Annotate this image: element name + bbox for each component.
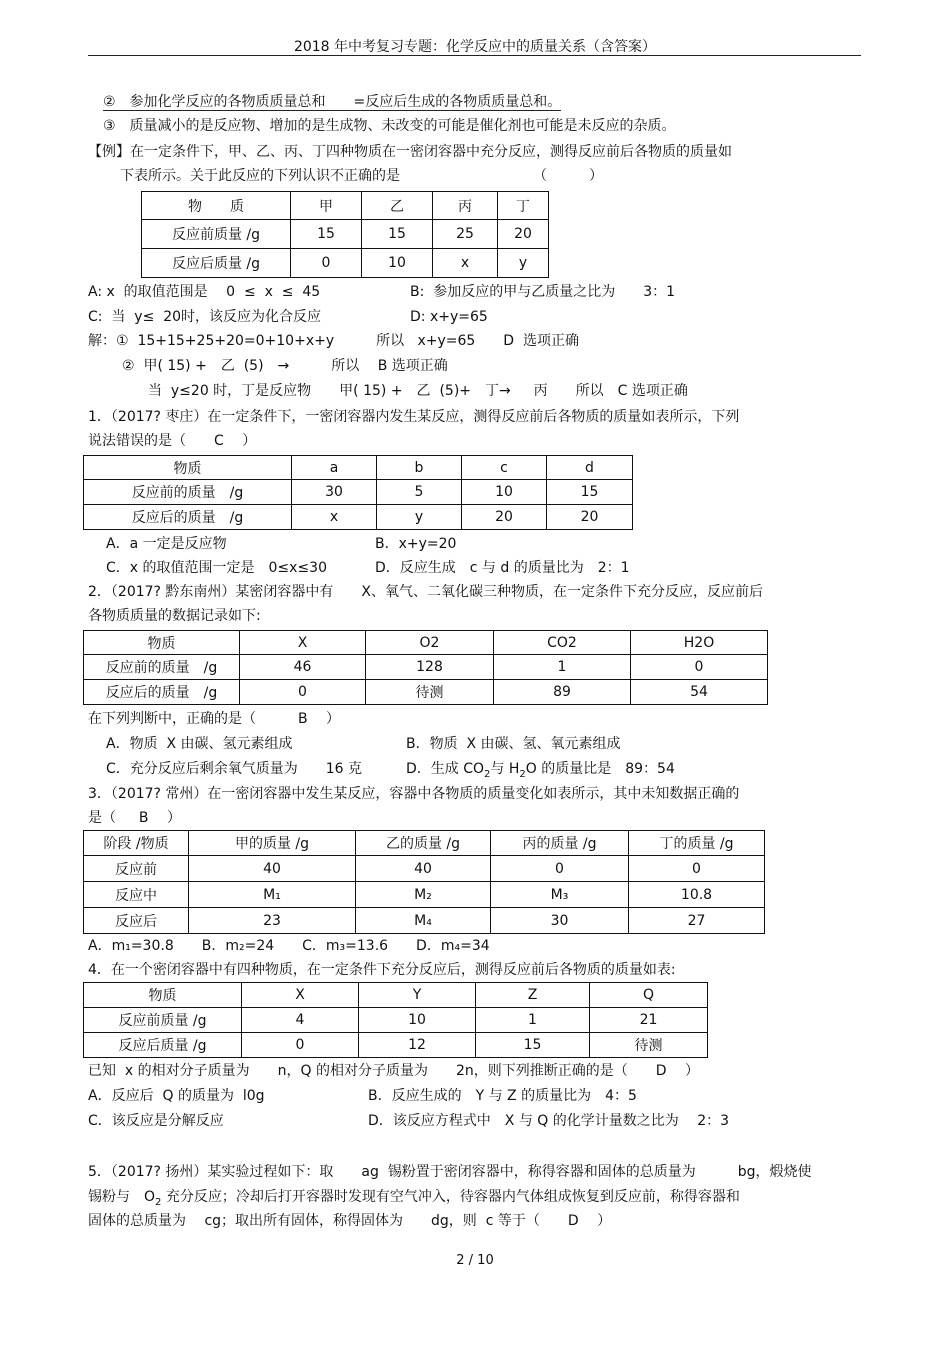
cell: 乙	[362, 192, 433, 220]
cell: d	[547, 456, 633, 480]
cell: 丁	[498, 192, 549, 220]
cell: 待测	[590, 1033, 708, 1058]
cell: 15	[291, 220, 362, 249]
q4-table	[83, 982, 708, 1058]
cell: 反应前质量 /g	[142, 220, 291, 249]
cell: 反应后质量 /g	[142, 249, 291, 278]
cell: Q	[590, 983, 708, 1008]
q5-line-2: 锡粉与 $O_2$ 充分反应；冷却后打开容器时发现有空气冲入，待容器内气体组成恢复到反应前，称得容器和	[88, 1189, 740, 1208]
q1-stem-2: 说法错误的是（ C ）	[88, 433, 257, 449]
q1-option-b: B．x+y=20	[375, 536, 457, 552]
q5-line-3: 固体的总质量为 cg；取出所有固体，称得固体为 dg，则 c 等于（ D ）	[88, 1213, 612, 1229]
q2-option-c: C．充分反应后剩余氧气质量为 16 克	[106, 761, 363, 777]
cell: 反应前的质量 /g	[84, 655, 240, 680]
cell: x	[433, 249, 498, 278]
cell: 40	[189, 856, 356, 882]
cell: 10	[462, 480, 547, 505]
cell: 10	[359, 1008, 476, 1033]
cell: 反应后的质量 /g	[84, 680, 240, 705]
q3-stem-1: 3．（2017? 常州）在一密闭容器中发生某反应，容器中各物质的质量变化如表所示，其中未知数据正确的	[88, 786, 740, 802]
intro-point-3: ③ 质量减小的是反应物、增加的是生成物、未改变的可能是催化剂也可能是未反应的杂质。	[103, 118, 676, 134]
cell: 甲的质量 /g	[189, 831, 356, 856]
q1-option-a: A．a 一定是反应物	[106, 536, 227, 552]
cell: 反应前质量 /g	[84, 1008, 242, 1033]
example-option-d: D: x+y=65	[410, 309, 488, 325]
cell: 0	[491, 856, 629, 882]
cell: 物质	[84, 983, 242, 1008]
page-number: 2 / 10	[456, 1253, 494, 1268]
cell: 物质	[84, 631, 240, 655]
q4-option-c: C．该反应是分解反应	[88, 1113, 224, 1129]
cell: H2O	[631, 631, 768, 655]
q1-option-c: C．x 的取值范围一定是 0≤x≤30	[106, 560, 327, 576]
cell: 40	[356, 856, 491, 882]
cell: 10.8	[629, 882, 765, 908]
cell: 20	[498, 220, 549, 249]
cell: 15	[547, 480, 633, 505]
cell: 12	[359, 1033, 476, 1058]
cell: 物 质	[142, 192, 291, 220]
q5-line-1: 5．（2017? 扬州）某实验过程如下：取 ag 锡粉置于密闭容器中，称得容器和固体的总质量为 bg，煅烧使	[88, 1164, 812, 1180]
cell: 阶段 /物质	[84, 831, 189, 856]
q1-stem-1: 1．（2017? 枣庄）在一定条件下，一密闭容器内发生某反应，测得反应前后各物质的质量如表所示，下列	[88, 409, 740, 425]
cell: 30	[292, 480, 377, 505]
q2-option-d: D．生成 $CO_2$与 $H_2O$ 的质量比是 89：54	[406, 761, 675, 780]
q4-option-a: A．反应后 Q 的质量为 l0g	[88, 1088, 265, 1104]
cell: 0	[240, 680, 366, 705]
cell: 0	[242, 1033, 359, 1058]
cell: b	[377, 456, 462, 480]
cell: 丙	[433, 192, 498, 220]
q2-judge: 在下列判断中，正确的是（ B ）	[88, 711, 341, 727]
cell: 甲	[291, 192, 362, 220]
cell: 1	[476, 1008, 590, 1033]
cell: O2	[366, 631, 494, 655]
example-stem-1: 【例】在一定条件下，甲、乙、丙、丁四种物质在一密闭容器中充分反应，测得反应前后各物质的质量如	[88, 144, 732, 160]
cell: 20	[462, 505, 547, 530]
cell: 丙的质量 /g	[491, 831, 629, 856]
q3-options: A．m₁=30.8 B．m₂=24 C．m₃=13.6 D．m₄=34	[88, 938, 490, 954]
cell: 1	[494, 655, 631, 680]
cell: 46	[240, 655, 366, 680]
cell: 待测	[366, 680, 494, 705]
cell: y	[377, 505, 462, 530]
q2-stem-2: 各物质质量的数据记录如下:	[88, 608, 261, 624]
header-rule	[88, 55, 861, 56]
cell: 反应中	[84, 882, 189, 908]
cell: 丁的质量 /g	[629, 831, 765, 856]
cell: M₁	[189, 882, 356, 908]
cell: Z	[476, 983, 590, 1008]
q2-stem-1: 2．（2017? 黔东南州）某密闭容器中有 X、氧气、二氧化碳三种物质，在一定条件下充分反应，反应前后	[88, 584, 764, 600]
cell: 物质	[84, 456, 292, 480]
cell: 23	[189, 908, 356, 934]
cell: CO2	[494, 631, 631, 655]
cell: 反应后的质量 /g	[84, 505, 292, 530]
cell: 反应后质量 /g	[84, 1033, 242, 1058]
cell: 0	[291, 249, 362, 278]
cell: 27	[629, 908, 765, 934]
q2-table	[83, 630, 768, 705]
q3-table	[83, 830, 765, 934]
cell: 反应后	[84, 908, 189, 934]
cell: 4	[242, 1008, 359, 1033]
cell: a	[292, 456, 377, 480]
cell: 5	[377, 480, 462, 505]
q4-known: 已知 x 的相对分子质量为 n，Q 的相对分子质量为 2n，则下列推断正确的是（ D ）	[88, 1063, 699, 1079]
cell: M₂	[356, 882, 491, 908]
q4-option-d: D．该反应方程式中 X 与 Q 的化学计量数之比为 2：3	[368, 1113, 730, 1129]
cell: 128	[366, 655, 494, 680]
example-option-a: A: x 的取值范围是 0 ≤ x ≤ 45	[88, 284, 321, 300]
cell: 20	[547, 505, 633, 530]
cell: 10	[362, 249, 433, 278]
cell: 乙的质量 /g	[356, 831, 491, 856]
example-option-b: B: 参加反应的甲与乙质量之比为 3：1	[410, 284, 676, 300]
cell: X	[240, 631, 366, 655]
cell: Y	[359, 983, 476, 1008]
solution-line-3: 当 y≤20 时，丁是反应物 甲( 15) + 乙 (5)+ 丁→ 丙 所以 C 选项正确	[148, 383, 688, 399]
example-option-c: C: 当 y≤ 20时，该反应为化合反应	[88, 309, 322, 325]
cell: 0	[629, 856, 765, 882]
cell: c	[462, 456, 547, 480]
cell: M₃	[491, 882, 629, 908]
solution-line-2: ② 甲( 15) + 乙 (5) → 所以 B 选项正确	[122, 358, 448, 374]
q2-option-a: A．物质 X 由碳、氢元素组成	[106, 736, 293, 752]
cell: 89	[494, 680, 631, 705]
q1-table	[83, 455, 633, 530]
q3-stem-2: 是（ B ）	[88, 810, 181, 826]
cell: y	[498, 249, 549, 278]
q2-option-b: B．物质 X 由碳、氢、氧元素组成	[406, 736, 621, 752]
cell: 15	[476, 1033, 590, 1058]
solution-line-1: 解：① 15+15+25+20=0+10+x+y 所以 x+y=65 D 选项正确	[88, 333, 579, 349]
cell: 21	[590, 1008, 708, 1033]
cell: x	[292, 505, 377, 530]
cell: 0	[631, 655, 768, 680]
cell: 25	[433, 220, 498, 249]
q4-stem: 4．在一个密闭容器中有四种物质，在一定条件下充分反应后，测得反应前后各物质的质量如表:	[88, 962, 676, 978]
cell: 30	[491, 908, 629, 934]
cell: M₄	[356, 908, 491, 934]
cell: 54	[631, 680, 768, 705]
q1-option-d: D．反应生成 c 与 d 的质量比为 2：1	[375, 560, 630, 576]
intro-point-2: ② 参加化学反应的各物质质量总和 =反应后生成的各物质质量总和。	[103, 94, 562, 110]
q4-option-b: B．反应生成的 Y 与 Z 的质量比为 4：5	[368, 1088, 637, 1104]
cell: 反应前	[84, 856, 189, 882]
cell: X	[242, 983, 359, 1008]
example-table	[141, 191, 549, 278]
cell: 反应前的质量 /g	[84, 480, 292, 505]
page-header: 2018 年中考复习专题：化学反应中的质量关系（含答案）	[293, 39, 657, 55]
cell: 15	[362, 220, 433, 249]
example-stem-2: 下表所示。关于此反应的下列认识不正确的是 （ ）	[120, 168, 603, 184]
